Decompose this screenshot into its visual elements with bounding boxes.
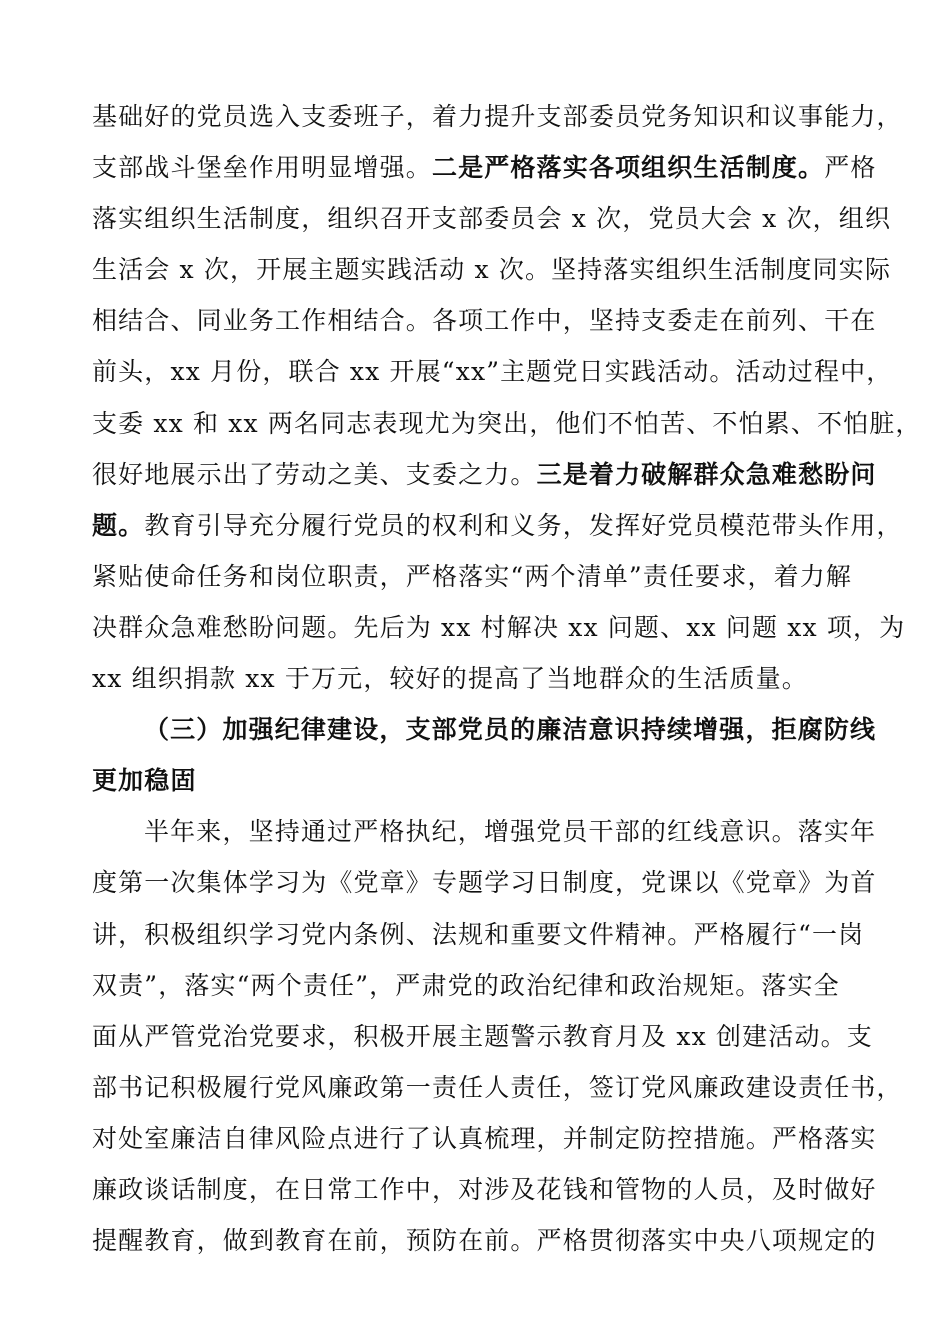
text-run: xx 组织捐款 xx 于万元，较好的提高了当地群众的生活质量。	[92, 664, 808, 694]
text-run: 提醒教育，做到教育在前，预防在前。严格贯彻落实中央八项规定的	[92, 1226, 877, 1256]
text-line	[92, 148, 877, 199]
text-line	[92, 812, 877, 863]
text-line	[92, 966, 862, 1017]
text-run: 落实组织生活制度，组织召开支部委员会 x 次，党员大会 x 次，组织	[92, 204, 892, 234]
text-run: 度第一次集体学习为《党章》专题学习日制度，党课以《党章》为首	[92, 868, 877, 898]
text-line	[92, 352, 893, 403]
text-line	[92, 250, 892, 301]
text-run: 严格	[824, 153, 877, 183]
text-line	[92, 710, 877, 761]
text-line	[92, 915, 865, 966]
text-run: 支部战斗堡垒作用明显增强。	[92, 153, 432, 183]
text-line	[92, 455, 877, 506]
text-line	[92, 1170, 877, 1221]
text-run: 基础好的党员选入支委班子，着力提升支部委员党务知识和议事能力，	[92, 102, 903, 131]
text-run: 对处室廉洁自律风险点进行了认真梳理，并制定防控措施。严格落实	[92, 1123, 877, 1153]
text-run: 相结合、同业务工作相结合。各项工作中，坚持支委走在前列、干在	[92, 306, 877, 336]
text-run: 生活会 x 次，开展主题实践活动 x 次。坚持落实组织生活制度同实际	[92, 255, 892, 285]
text-run: 决群众急难愁盼问题。先后为 xx 村解决 xx 问题、xx 问题 xx 项，为	[92, 612, 906, 642]
bold-text-run: （三）加强纪律建设，支部党员的廉洁意识持续增强，拒腐防线	[144, 715, 877, 745]
text-line	[92, 1068, 903, 1119]
text-run: 前头，xx 月份，联合 xx 开展“xx”主题党日实践活动。活动过程中，	[92, 357, 893, 387]
text-run: 部书记积极履行党风廉政第一责任人责任，签订党风廉政建设责任书，	[92, 1072, 903, 1102]
text-line	[92, 199, 892, 250]
text-line	[92, 863, 877, 914]
text-line	[92, 761, 862, 812]
text-run: 教育引导充分履行党员的权利和义务，发挥好党员模范带头作用，	[144, 510, 903, 540]
text-line	[92, 557, 862, 608]
text-line	[92, 659, 862, 710]
bold-text-run: 三是着力破解群众急难愁盼问	[536, 459, 877, 489]
text-line	[92, 1221, 877, 1272]
text-run: 面从严管党治党要求，积极开展主题警示教育月及 xx 创建活动。支	[92, 1021, 873, 1051]
text-line	[92, 97, 903, 148]
text-line	[92, 506, 903, 557]
text-line	[92, 301, 877, 352]
text-run: 讲，积极组织学习党内条例、法规和重要文件精神。严格履行“一岗	[92, 919, 865, 949]
bold-text-run: 更加稳固	[92, 766, 197, 796]
text-run: 廉政谈话制度，在日常工作中，对涉及花钱和管物的人员，及时做好	[92, 1174, 877, 1204]
bold-text-run: 题。	[92, 510, 145, 540]
text-line	[92, 608, 906, 659]
text-line	[92, 1017, 873, 1068]
bold-text-run: 二是严格落实各项组织生活制度。	[431, 153, 825, 183]
document-body	[92, 97, 922, 1272]
text-line	[92, 404, 922, 455]
text-run: 紧贴使命任务和岗位职责，严格落实“两个清单”责任要求，着力解	[92, 561, 853, 591]
text-run: 支委 xx 和 xx 两名同志表现尤为突出，他们不怕苦、不怕累、不怕脏，	[92, 408, 922, 438]
text-run: 很好地展示出了劳动之美、支委之力。	[92, 459, 537, 489]
text-run: 双责”，落实“两个责任”，严肃党的政治纪律和政治规矩。落实全	[92, 970, 840, 1000]
text-run: 半年来，坚持通过严格执纪，增强党员干部的红线意识。落实年	[144, 817, 877, 847]
text-line	[92, 1119, 877, 1170]
